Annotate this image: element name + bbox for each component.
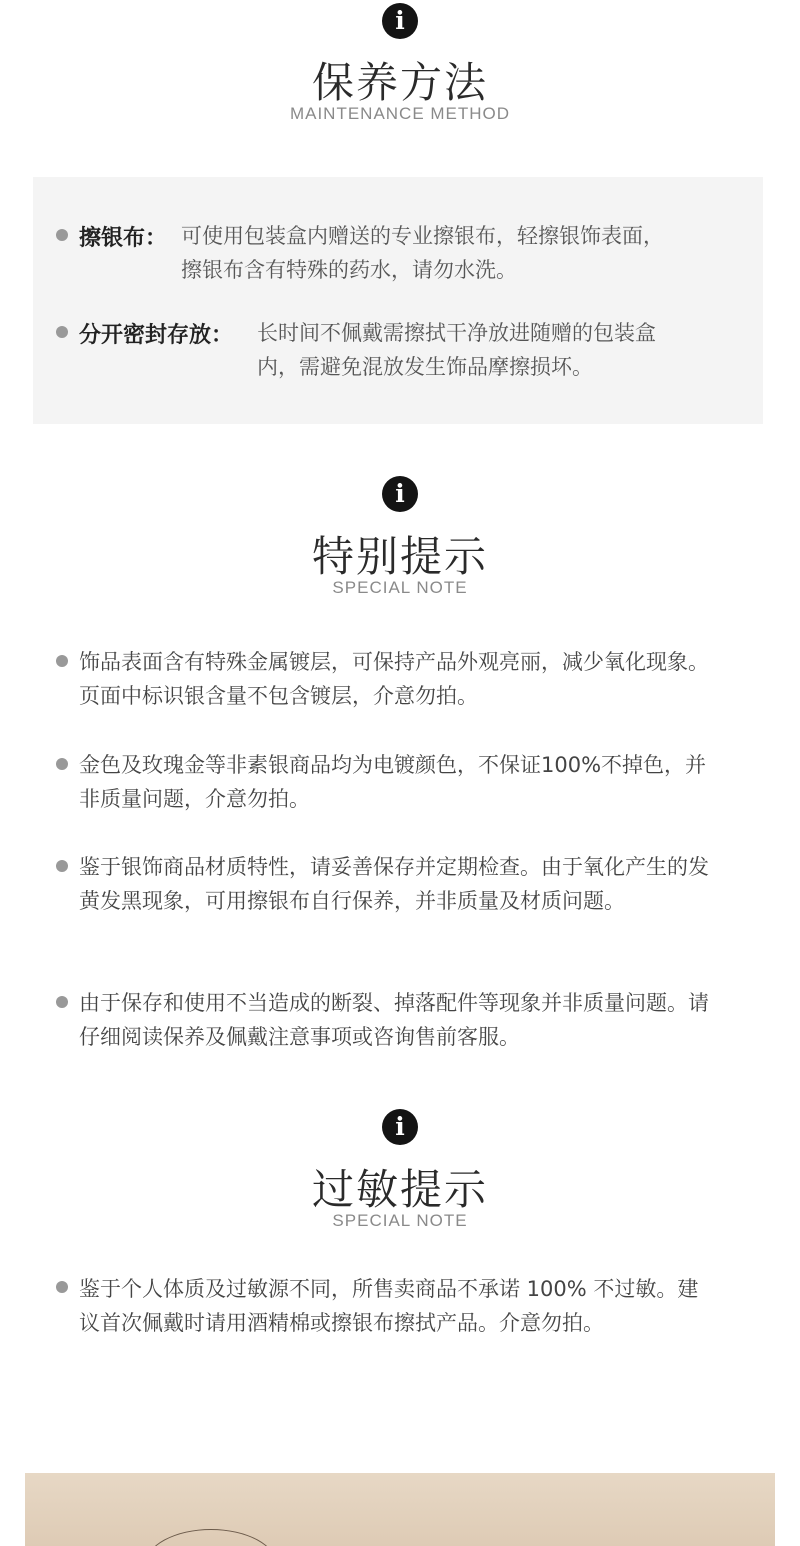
special-subtitle: SPECIAL NOTE <box>332 578 468 597</box>
cloth-text-line: 可使用包装盒内赠送的专业擦银布，轻擦银饰表面， <box>181 224 664 248</box>
special-note-1: 饰品表面含有特殊金属镀层，可保持产品外观亮丽，减少氧化现象。页面中标识银含量不包含镀层，介意勿拍。 <box>79 650 709 708</box>
storage-text <box>257 316 737 384</box>
maintenance-title: 保养方法 <box>311 58 488 107</box>
special-title: 特别提示 <box>311 532 488 581</box>
info-icon: i <box>382 476 418 512</box>
bullet-dot <box>56 996 68 1008</box>
special-note-3: 鉴于银饰商品材质特性，请妥善保存并定期检查。由于氧化产生的发黄发黑现象，可用擦银布自行保养，并非质量及材质问题。 <box>79 855 709 913</box>
allergy-subtitle: SPECIAL NOTE <box>332 1211 468 1230</box>
maintenance-box <box>33 177 763 424</box>
bullet-dot <box>56 229 68 241</box>
bullet-dot <box>56 860 68 872</box>
cloth-text <box>181 219 741 287</box>
storage-label: 分开密封存放： <box>79 323 234 348</box>
storage-text-line: 长时间不佩戴需擦拭干净放进随赠的包装盒 <box>257 321 656 345</box>
allergy-note: 鉴于个人体质及过敏源不同，所售卖商品不承诺 100% 不过敏。建议首次佩戴时请用酒精棉或擦银布擦拭产品。介意勿拍。 <box>79 1277 699 1335</box>
seal-stamp <box>145 1529 277 1546</box>
product-photo <box>25 1473 775 1546</box>
cloth-label: 擦银布： <box>79 226 168 251</box>
info-icon: i <box>382 3 418 39</box>
info-icon: i <box>382 1109 418 1145</box>
bullet-dot <box>56 655 68 667</box>
cloth-text-line: 擦银布含有特殊的药水，请勿水洗。 <box>181 258 517 282</box>
maintenance-subtitle: MAINTENANCE METHOD <box>289 104 511 123</box>
bullet-dot <box>56 326 68 338</box>
allergy-title: 过敏提示 <box>311 1165 488 1214</box>
bullet-dot <box>56 758 68 770</box>
special-note-4: 由于保存和使用不当造成的断裂、掉落配件等现象并非质量问题。请仔细阅读保养及佩戴注意事项或咨询售前客服。 <box>79 991 709 1049</box>
special-note-2: 金色及玫瑰金等非素银商品均为电镀颜色，不保证100%不掉色，并非质量问题，介意勿拍。 <box>79 753 707 811</box>
bullet-dot <box>56 1281 68 1293</box>
storage-text-line: 内，需避免混放发生饰品摩擦损坏。 <box>257 355 593 379</box>
